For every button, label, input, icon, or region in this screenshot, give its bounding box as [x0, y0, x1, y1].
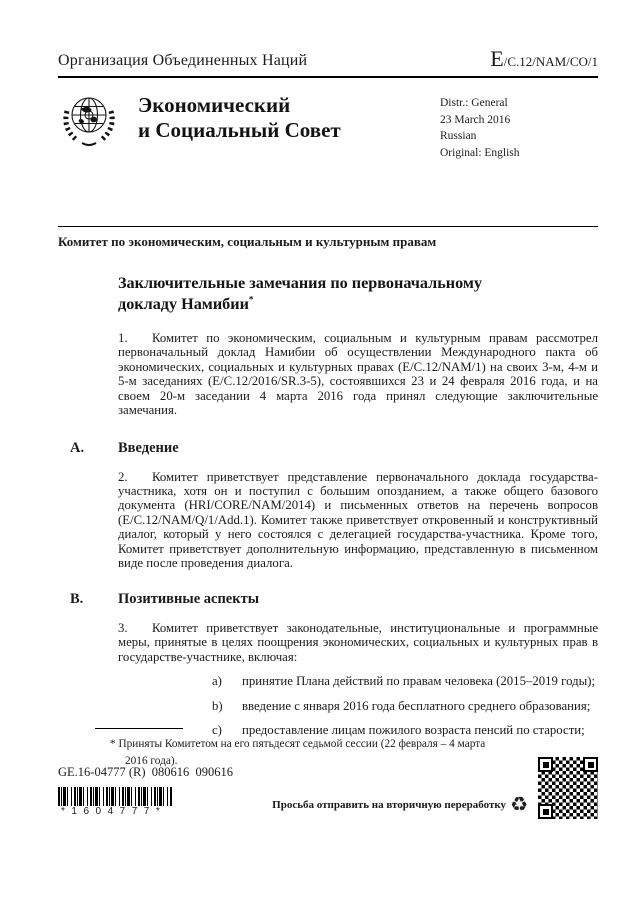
section-a-heading — [70, 440, 598, 457]
barcode-bars-icon — [58, 787, 172, 806]
list-item-a — [212, 674, 600, 689]
un-emblem-icon — [58, 89, 124, 162]
list-item-c-text: предоставление лицам пожилого возраста пенсий по старости; — [242, 723, 585, 738]
distr-language: Russian — [440, 130, 477, 143]
recycle-notice — [272, 795, 528, 815]
ge-reference: GE.16-04777 (R) 080616 090616 — [58, 765, 233, 779]
section-b-heading — [70, 591, 598, 608]
paragraph-2-text: Комитет приветствует представление первоначального доклада государства-участника, хотя он и поступил с большим опозданием, а также общего базового документа (HRI/CORE/NAM/2014) и письменных ответов на перечень вопросов (E/C.12/NAM/Q/1/Add.1). Комитет также приветствует откровенный и конструктивный диалог, который у него состоялся с делегацией государства-участника. Кроме того, Комитет приветствует дополнительную информацию, представленную в письменном виде после проведения диалога. — [118, 469, 598, 571]
list-item-c-letter: c) — [212, 723, 222, 738]
qr-finder-top-left — [538, 757, 553, 772]
footnote-text: Приняты Комитетом на его пятьдесят седьмой сессии (22 февраля – 4 марта 2016 года). — [118, 738, 486, 767]
list-item-a-letter: a) — [212, 674, 222, 689]
barcode — [58, 787, 172, 817]
top-header-row — [58, 48, 598, 70]
recycle-text: Просьба отправить на вторичную переработку — [272, 799, 507, 811]
list-item-b-letter: b) — [212, 698, 223, 713]
document-symbol-initial: E — [490, 46, 504, 71]
list-item-b — [212, 699, 600, 714]
section-a-title: Введение — [118, 439, 179, 456]
council-title — [124, 89, 440, 162]
paragraph-2-number: 2. — [118, 469, 128, 484]
distr-date: 23 March 2016 — [440, 113, 511, 126]
paragraph-1 — [118, 331, 598, 418]
council-title-line1: Экономический — [138, 93, 291, 117]
footnote-divider — [95, 728, 183, 729]
council-title-line2: и Социальный Совет — [138, 117, 341, 142]
list-item-b-text: введение с января 2016 года бесплатного среднего образования; — [242, 698, 591, 713]
paragraph-3-text: Комитет приветствует законодательные, институциональные и программные меры, принятые в целях поощрения экономических, социальных и культурных прав в государстве-участнике, включая: — [118, 620, 598, 664]
paragraph-2 — [118, 470, 598, 571]
list-item-a-text: принятие Плана действий по правам человека (2015–2019 годы); — [242, 674, 596, 689]
distribution-block — [440, 89, 598, 162]
footnote-marker: * — [110, 738, 116, 750]
title-footnote-marker: * — [248, 294, 254, 305]
recycle-icon: ♻ — [510, 794, 528, 816]
distr-label: Distr.: General — [440, 97, 508, 109]
section-b-letter: B. — [70, 590, 84, 607]
qr-code-icon — [538, 757, 598, 819]
paragraph-1-text: Комитет по экономическим, социальным и культурным правам рассмотрел первоначальный доклад Намибии об осуществлении Международного пакта об экономических, социальных и культурных правах (E/C.12/NAM/1) на своих 3-м, 4-м и 5-м заседаниях (E/C.12/2016/SR.3-5), состоявшихся 23 и 24 февраля 2016 года, и на своем 20-м заседании 4 марта 2016 года принял следующие заключительные замечания. — [118, 330, 598, 418]
document-title-text: Заключительные замечания по первоначальному докладу Намибии — [118, 273, 483, 313]
distr-original: Original: English — [440, 147, 520, 160]
paragraph-3 — [118, 621, 598, 664]
section-b-title: Позитивные аспекты — [118, 590, 260, 607]
committee-divider — [58, 226, 598, 227]
masthead — [58, 89, 598, 162]
barcode-text: *1604777* — [61, 806, 167, 817]
document-symbol — [490, 48, 598, 70]
qr-finder-bottom-left — [538, 804, 553, 819]
paragraph-3-number: 3. — [118, 620, 128, 635]
qr-finder-top-right — [583, 757, 598, 772]
org-name: Организация Объединенных Наций — [58, 52, 308, 69]
committee-name: Комитет по экономическим, социальным и культурным правам — [58, 233, 437, 249]
paragraph-1-number: 1. — [118, 330, 128, 345]
document-symbol-rest: /C.12/NAM/CO/1 — [503, 54, 598, 69]
section-a-letter: A. — [70, 439, 85, 456]
document-title — [118, 273, 528, 315]
header-divider — [58, 76, 598, 78]
